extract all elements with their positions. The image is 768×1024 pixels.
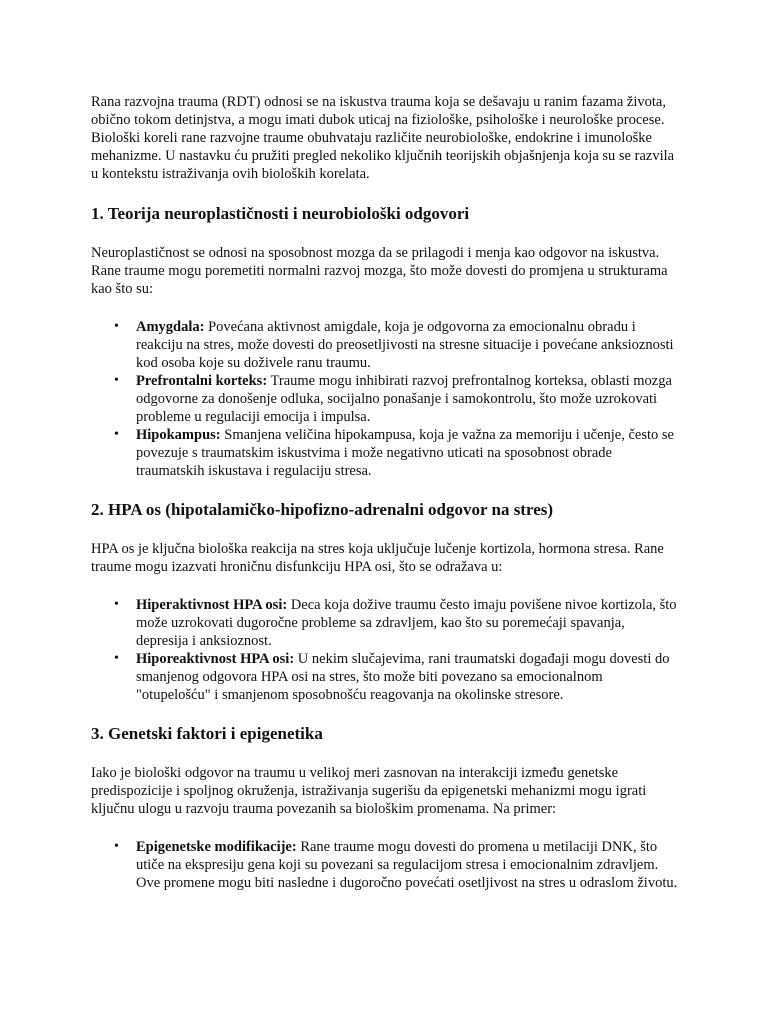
list-item-text: Povećana aktivnost amigdale, koja je odgovorna za emocionalnu obradu i reakciju na stres, može dovesti do preosetljivosti na stresne situacije i povećane anksioznosti kod osoba koje su doživele ranu traumu. [136, 319, 674, 371]
list-item-term: Hiporeaktivnost HPA osi: [136, 651, 295, 667]
section-2-heading: 2. HPA os (hipotalamičko-hipofizno-adrenalni odgovor na stres) [91, 500, 554, 519]
section-1-list [91, 318, 680, 480]
bullet-icon: • [114, 427, 119, 442]
list-item-text: U nekim slučajevima, rani traumatski događaji mogu dovesti do smanjenog odgovora HPA osi na stres, što može biti povezano sa emocionalnom "otupelošću" i smanjenom sposobnošću reagovanja na okolinske stresore. [136, 651, 670, 703]
section-2-list [91, 596, 680, 704]
section-2-paragraph: HPA os je ključna biološka reakcija na stres koja uključuje lučenje kortizola, hormona stresa. Rane traume mogu izazvati hroničnu disfunkciju HPA osi, što se odražava u: [91, 541, 664, 575]
list-item [114, 318, 680, 372]
bullet-icon: • [114, 839, 119, 854]
list-item-text: Smanjena veličina hipokampusa, koja je važna za memoriju i učenje, često se povezuje s traumatskim iskustvima i može negativno uticati na sposobnost obrade traumatskih iskustava i regulaciju stresa. [136, 427, 674, 479]
list-item-text: Rane traume mogu dovesti do promena u metilaciji DNK, što utiče na ekspresiju gena koji su povezani sa regulacijom stresa i emocionalnim zdravljem. Ove promene mogu biti nasledne i dugoročno povećati osetljivost na stres u odraslom životu. [136, 839, 678, 891]
list-item-text: Deca koja dožive traumu često imaju povišene nivoe kortizola, što može uzrokovati dugoročne probleme sa zdravljem, kao što su poremećaji spavanja, depresija i anksioznost. [136, 597, 677, 649]
list-item [114, 596, 680, 650]
list-item [114, 650, 680, 704]
section-1-heading: 1. Teorija neuroplastičnosti i neurobiološki odgovori [91, 204, 470, 223]
intro-paragraph: Rana razvojna trauma (RDT) odnosi se na iskustva trauma koja se dešavaju u ranim fazama života, obično tokom detinjstva, a mogu imati dubok uticaj na fiziološke, psihološke i neurološke procese. Biološki koreli rane razvojne traume obuhvataju različite neurobiološke, endokrine i imunološke mehanizme. U nastavku ću pružiti pregled nekoliko ključnih teorijskih objašnjenja koja su se razvila u kontekstu istraživanja ovih bioloških korelata. [91, 94, 675, 182]
list-item-term: Hiperaktivnost HPA osi: [136, 597, 288, 613]
section-1-paragraph: Neuroplastičnost se odnosi na sposobnost mozga da se prilagodi i menja kao odgovor na iskustva. Rane traume mogu poremetiti normalni razvoj mozga, što može dovesti do promjena u strukturama kao što su: [91, 245, 668, 297]
section-3-heading: 3. Genetski faktori i epigenetika [91, 724, 323, 743]
bullet-icon: • [114, 319, 119, 334]
list-item-term: Amygdala: [136, 319, 205, 335]
list-item [114, 372, 680, 426]
section-3-paragraph: Iako je biološki odgovor na traumu u velikoj meri zasnovan na interakciji između genetske predispozicije i spoljnog okruženja, istraživanja sugerišu da epigenetski mehanizmi mogu igrati ključnu ulogu u razvoju trauma povezanih sa biološkim promenama. Na primer: [91, 765, 647, 817]
bullet-icon: • [114, 651, 119, 666]
list-item-term: Prefrontalni korteks: [136, 373, 268, 389]
section-3-list [91, 838, 680, 892]
bullet-icon: • [114, 597, 119, 612]
list-item [114, 426, 680, 480]
list-item-text: Traume mogu inhibirati razvoj prefrontalnog korteksa, oblasti mozga odgovorne za donošenje odluka, socijalno ponašanje i samokontrolu, što može uzrokovati probleme u regulaciji emocija i impulsa. [136, 373, 672, 425]
bullet-icon: • [114, 373, 119, 388]
list-item-term: Epigenetske modifikacije: [136, 839, 297, 855]
list-item-term: Hipokampus: [136, 427, 221, 443]
list-item [114, 838, 680, 892]
